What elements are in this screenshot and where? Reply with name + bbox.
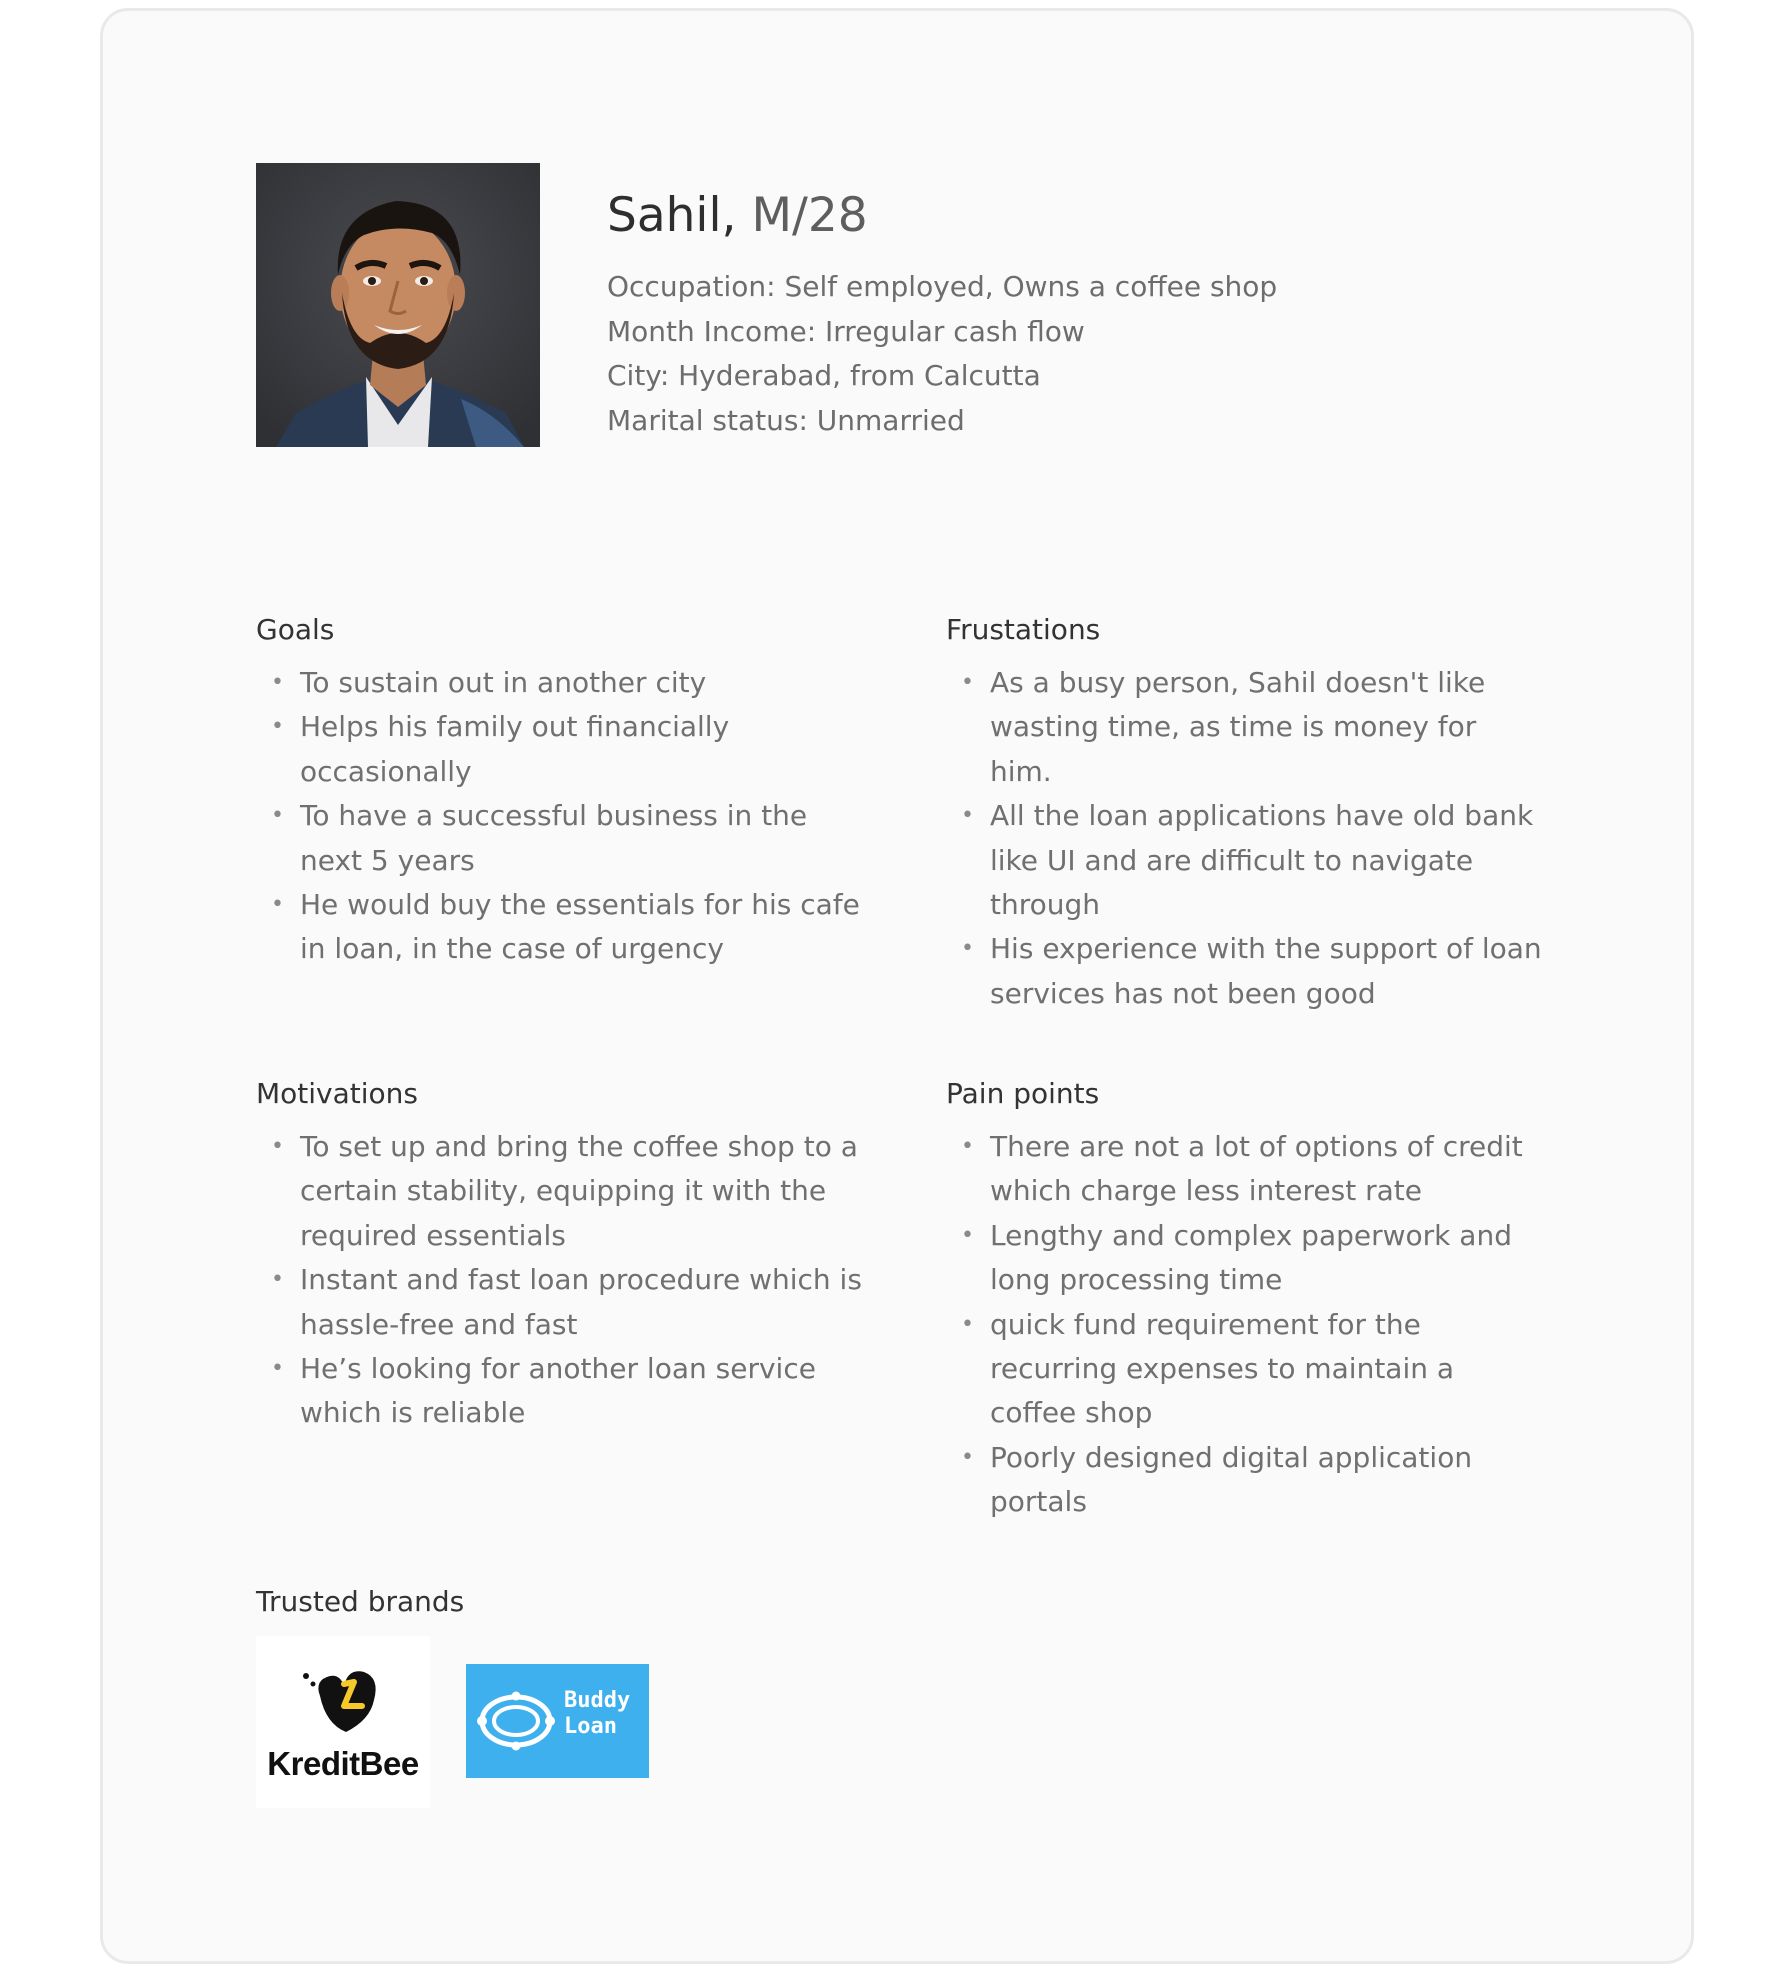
bullet-icon: • bbox=[271, 1267, 284, 1293]
persona-occupation: Occupation: Self employed, Owns a coffee shop bbox=[607, 270, 1278, 303]
pain-points-heading: Pain points bbox=[946, 1077, 1100, 1110]
bullet-icon: • bbox=[961, 1222, 974, 1248]
list-item-text: To sustain out in another city bbox=[300, 666, 707, 699]
list-item-text: To have a successful business in the next 5 years bbox=[300, 799, 808, 877]
bullet-icon: • bbox=[271, 670, 284, 695]
kreditbee-bee-icon bbox=[300, 1662, 386, 1738]
kreditbee-wordmark: KreditBee bbox=[267, 1745, 419, 1782]
list-item bbox=[946, 794, 1546, 927]
bullet-icon: • bbox=[271, 803, 284, 829]
buddy-loan-wordmark bbox=[564, 1688, 630, 1740]
list-item bbox=[946, 927, 1546, 1016]
frustrations-list bbox=[946, 661, 1546, 1016]
buddy-loan-word-2: Loan bbox=[564, 1714, 617, 1739]
buddy-loan-word-1: Buddy bbox=[564, 1688, 631, 1713]
list-item bbox=[256, 794, 866, 883]
list-item-text: There are not a lot of options of credit which charge less interest rate bbox=[990, 1130, 1523, 1208]
motivations-list bbox=[256, 1125, 866, 1436]
motivations-heading: Motivations bbox=[256, 1077, 418, 1110]
list-item-text: Poorly designed digital application portals bbox=[990, 1440, 1473, 1519]
list-item-text: To set up and bring the coffee shop to a certain stability, equipping it with the required essentials bbox=[300, 1130, 858, 1252]
list-item bbox=[256, 1347, 866, 1436]
persona-details bbox=[607, 265, 1277, 443]
persona-photo bbox=[256, 163, 540, 447]
bullet-icon: • bbox=[271, 892, 284, 918]
persona-income: Month Income: Irregular cash flow bbox=[607, 314, 1085, 348]
goals-section bbox=[256, 608, 866, 972]
list-item bbox=[946, 1125, 1546, 1214]
list-item-text: He would buy the essentials for his cafe in loan, in the case of urgency bbox=[300, 888, 860, 966]
trusted-brands-heading: Trusted brands bbox=[256, 1585, 465, 1618]
list-item bbox=[946, 1303, 1546, 1436]
list-item bbox=[946, 661, 1546, 794]
persona-first-name: Sahil, bbox=[607, 188, 737, 243]
bullet-icon: • bbox=[271, 1134, 284, 1159]
list-item-text: quick fund requirement for the recurring expenses to maintain a coffee shop bbox=[990, 1307, 1455, 1430]
bullet-icon: • bbox=[961, 936, 974, 962]
buddy-loan-ring-icon bbox=[476, 1690, 556, 1752]
persona-age-gender: M/28 bbox=[751, 188, 868, 243]
pain-points-section bbox=[946, 1072, 1546, 1525]
list-item bbox=[256, 705, 866, 794]
list-item-text: Lengthy and complex paperwork and long processing time bbox=[990, 1218, 1512, 1297]
bullet-icon: • bbox=[961, 1444, 974, 1470]
bullet-icon: • bbox=[961, 670, 974, 695]
kreditbee-logo bbox=[256, 1636, 430, 1808]
list-item-text: Instant and fast loan procedure which is hassle-free and fast bbox=[300, 1263, 862, 1341]
list-item-text: He’s looking for another loan service which is reliable bbox=[300, 1352, 816, 1430]
goals-list bbox=[256, 661, 866, 972]
persona-city: City: Hyderabad, from Calcutta bbox=[607, 359, 1041, 392]
bullet-icon: • bbox=[961, 803, 974, 829]
list-item bbox=[946, 1214, 1546, 1303]
persona-marital-status: Marital status: Unmarried bbox=[607, 403, 965, 437]
list-item-text: As a busy person, Sahil doesn't like wasting time, as time is money for him. bbox=[990, 666, 1486, 788]
goals-heading: Goals bbox=[256, 613, 335, 646]
list-item-text: His experience with the support of loan services has not been good bbox=[990, 932, 1542, 1010]
motivations-section bbox=[256, 1072, 866, 1436]
list-item bbox=[256, 1258, 866, 1347]
list-item-text: All the loan applications have old bank like UI and are difficult to navigate through bbox=[990, 799, 1534, 922]
buddy-loan-logo bbox=[466, 1664, 649, 1778]
bullet-icon: • bbox=[961, 1311, 974, 1337]
list-item bbox=[946, 1436, 1546, 1525]
list-item bbox=[256, 661, 866, 705]
list-item bbox=[256, 1125, 866, 1258]
frustrations-section bbox=[946, 608, 1546, 1016]
bullet-icon: • bbox=[271, 1356, 284, 1382]
persona-name bbox=[607, 186, 868, 246]
list-item-text: Helps his family out financially occasionally bbox=[300, 710, 730, 788]
frustrations-heading: Frustations bbox=[946, 613, 1101, 646]
bullet-icon: • bbox=[961, 1134, 974, 1159]
list-item bbox=[256, 883, 866, 972]
pain-points-list bbox=[946, 1125, 1546, 1525]
bullet-icon: • bbox=[271, 714, 284, 740]
